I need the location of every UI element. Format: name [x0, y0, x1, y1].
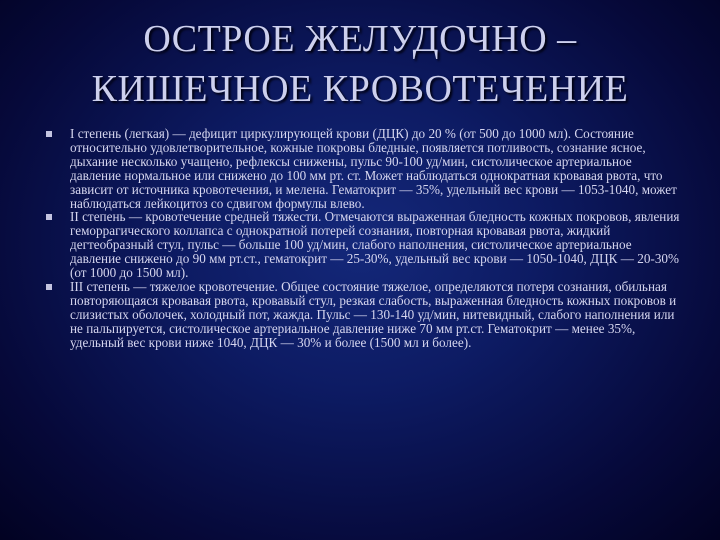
square-bullet-icon: [46, 131, 52, 137]
title-line-1: ОСТРОЕ ЖЕЛУДОЧНО –: [143, 18, 577, 60]
degree-2-label: II степень: [70, 209, 126, 225]
slide-title: [20, 14, 700, 114]
bullet-list: [44, 127, 684, 350]
title-line-2: КИШЕЧНОЕ КРОВОТЕЧЕНИЕ: [91, 68, 629, 110]
degree-1-label: I степень: [70, 126, 122, 141]
bullet-item-degree-2: [44, 210, 684, 280]
degree-2-text: — кровотечение средней тяжести. Отмечаются выраженная бледность кожных покровов, явления геморрагического коллапса с однократной потерей сознания, повторная кровавая рвота, жидкий дегтеобразный стул, пульс — больше 100 уд/мин, слабого наполнения, систолическое артериальное давление снижено до 90 мм рт.ст., гематокрит — 25-30%, удельный вес крови — 1050-1040, ДЦК — 20-30% (от 1000 до 1500 мл).: [70, 209, 680, 281]
bullet-item-degree-1: [44, 127, 684, 210]
square-bullet-icon: [46, 284, 52, 290]
bullet-item-degree-3: [44, 280, 684, 350]
degree-3-text: — тяжелое кровотечение. Общее состояние тяжелое, определяются потеря сознания, обильная повторяющаяся кровавая рвота, кровавый стул, резкая слабость, выраженная бледность кожных покровов и слизистых оболочек, холодный пот, жажда. Пульс — 130-140 уд/мин, нитевидный, слабого наполнения или не пальпируется, систолическое артериальное давление ниже 70 мм рт.ст. Гематокрит — менее 35%, удельный вес крови ниже 1040, ДЦК — 30% и более (1500 мл и более).: [70, 278, 677, 350]
square-bullet-icon: [46, 214, 52, 220]
degree-1-text: (легкая) — дефицит циркулирующей крови (ДЦК) до 20 % (от 500 до 1000 мл). Состояние относительно удовлетворительное, кожные покровы бледные, появляется потливость, сознание ясное, дыхание несколько учащено, рефлексы снижены, пульс 90-100 уд/мин, систолическое артериальное давление нормальное или снижено до 100 мм рт. ст. Может наблюдаться однократная кровавая рвота, что зависит от источника кровотечения, и мелена. Гематокрит — 35%, удельный вес крови — 1053-1040, может наблюдаться лейкоцитоз со сдвигом формулы влево.: [70, 126, 677, 211]
degree-3-label: III степень: [70, 278, 130, 294]
